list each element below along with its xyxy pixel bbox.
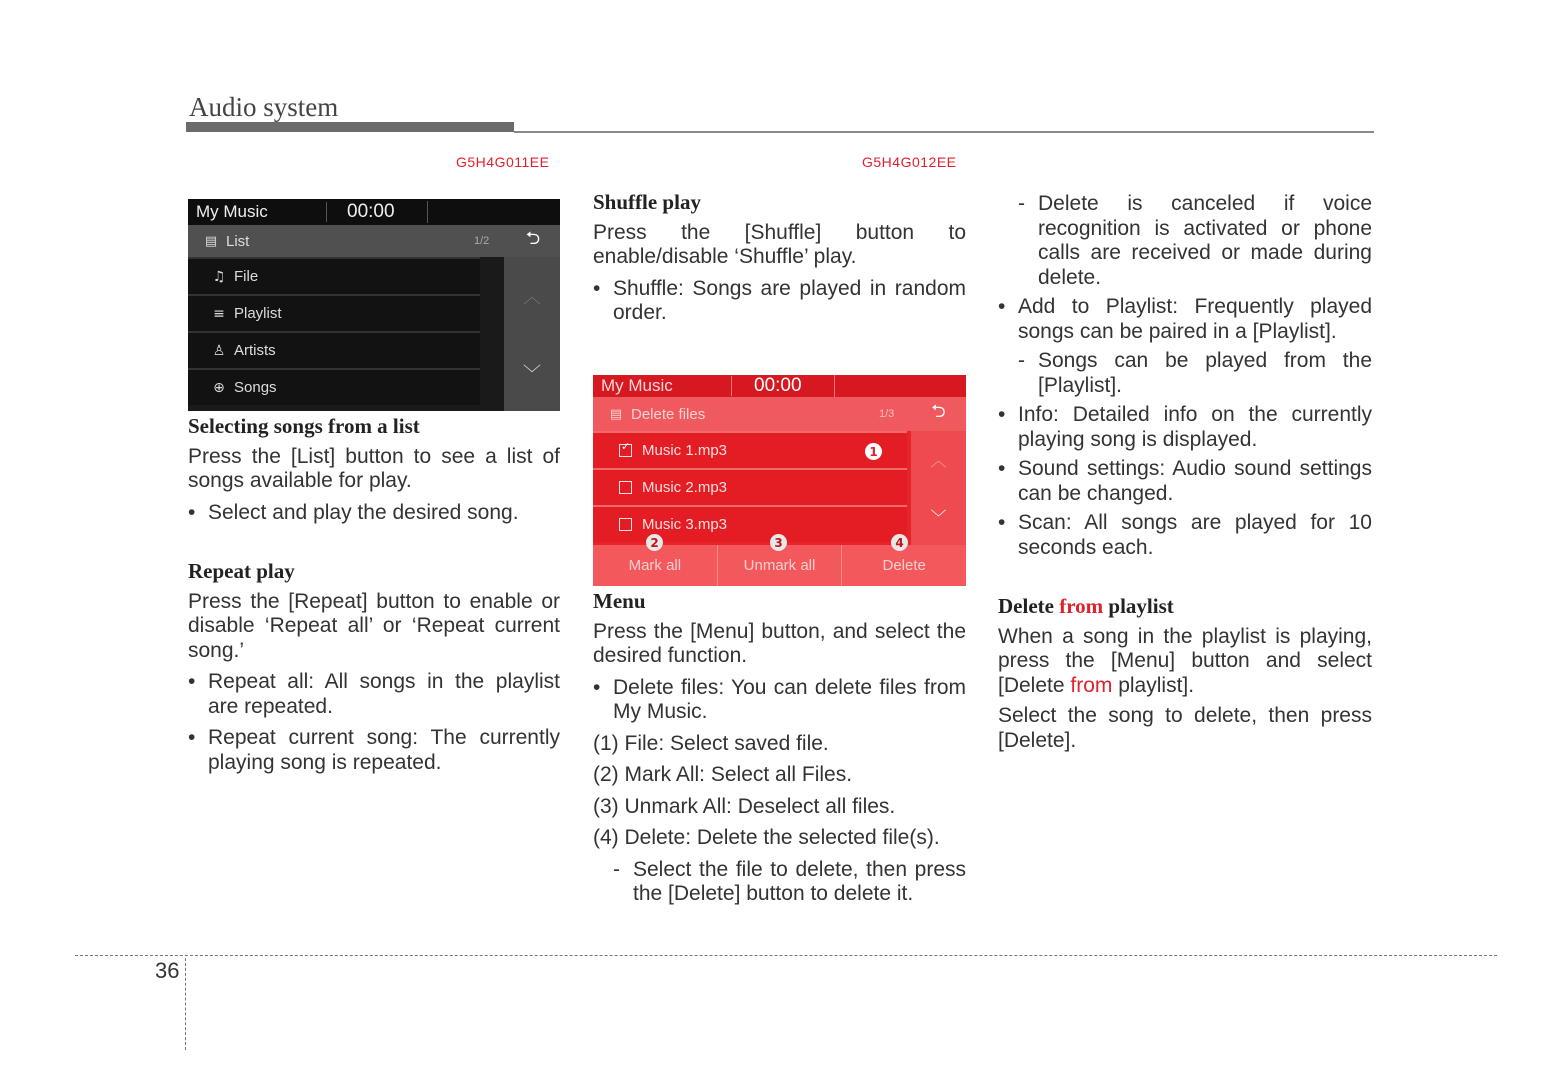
dash-item: - Songs can be played from the [Playlist]. (998, 349, 1372, 398)
list-icon: ▤ (204, 233, 218, 249)
my-music-list-screen (188, 199, 560, 411)
header-rule (514, 131, 1374, 133)
numbered-item: (3) Unmark All: Deselect all files. (593, 794, 896, 818)
list-header (188, 225, 560, 257)
scroll-down-icon[interactable]: ﹀ (930, 508, 947, 527)
heading-menu: Menu (593, 589, 646, 613)
bullet-item: • Shuffle: Songs are played in random order. (593, 277, 966, 326)
numbered-item: (1) File: Select saved file. (593, 731, 829, 755)
bullet-item: • Add to Playlist: Frequently played songs can be paired in a [Playlist]. (998, 295, 1372, 344)
bullet-item: • Delete files: You can delete files from My Music. (593, 676, 966, 725)
screen-clock: 00:00 (327, 201, 428, 223)
list-item-label: Artists (234, 342, 276, 359)
section-title: Audio system (189, 92, 339, 122)
action-bar (593, 545, 966, 586)
file-row-music-2[interactable] (593, 468, 907, 505)
checkbox-icon[interactable] (619, 518, 632, 531)
delete-files-screen (593, 375, 966, 586)
paragraph: Select the song to delete, then press [Delete]. (998, 704, 1372, 752)
file-row-music-3[interactable] (593, 505, 907, 542)
back-icon[interactable]: ⮌ (931, 401, 946, 422)
screen-title: My Music (188, 202, 327, 222)
heading-text: playlist (1103, 594, 1174, 618)
music-note-icon: ♫ (212, 268, 226, 285)
list-item-file[interactable] (188, 257, 480, 294)
heading-text-highlight: from (1059, 594, 1104, 618)
callout-badge-3: 3 (770, 534, 787, 551)
bullet-item: • Select and play the desired song. (188, 501, 560, 526)
bullet-item: • Sound settings: Audio sound settings can be changed. (998, 457, 1372, 506)
file-label: Music 2.mp3 (642, 479, 728, 496)
footer-vertical-rule (185, 958, 186, 1050)
scroll-panel (911, 431, 966, 545)
file-row-music-1[interactable] (593, 431, 907, 468)
checkbox-checked-icon[interactable]: ✓ (619, 444, 632, 457)
paragraph: Press the [List] button to see a list of songs available for play. (188, 444, 560, 492)
dash-item: - Delete is canceled if voice recognition is activated or phone calls are received or made during delete. (998, 192, 1372, 290)
bullet-item: • Repeat current song: The currently playing song is repeated. (188, 726, 560, 775)
scroll-up-icon[interactable]: ︿ (523, 286, 541, 308)
numbered-item: (2) Mark All: Select all Files. (593, 763, 853, 786)
paragraph: Press the [Shuffle] button to enable/disable ‘Shuffle’ play. (593, 220, 966, 268)
list-item-artists[interactable] (188, 331, 480, 368)
dash-item: - Select the file to delete, then press the [Delete] button to delete it. (593, 858, 966, 907)
footer-rule (75, 955, 1497, 956)
column-2-bottom (593, 589, 966, 907)
person-icon: ♙ (212, 342, 226, 359)
column-3 (998, 192, 1372, 753)
list-item-songs[interactable] (188, 368, 480, 405)
screen-status-bar (593, 375, 966, 397)
screen-title: My Music (593, 376, 732, 396)
unmark-all-button[interactable]: Unmark all (718, 545, 843, 586)
column-2-top (593, 190, 966, 326)
heading-repeat-play: Repeat play (188, 559, 295, 583)
callout-badge-1: 1 (865, 443, 882, 460)
list-header-label: List (226, 232, 250, 250)
paragraph (998, 625, 1372, 699)
header-bar (186, 122, 514, 132)
heading-selecting-songs: Selecting songs from a list (188, 414, 420, 438)
bullet-item: • Scan: All songs are played for 10 seconds each. (998, 511, 1372, 560)
column-1 (188, 414, 560, 775)
paragraph: Press the [Repeat] button to enable or disable ‘Repeat all’ or ‘Repeat current song.’ (188, 589, 560, 662)
page-indicator: 1/2 (474, 235, 490, 247)
list-item-playlist[interactable] (188, 294, 480, 331)
paragraph-text: When a song in the playlist is playing, press the [Menu] button and select [Delete (998, 624, 1372, 697)
paragraph-text-highlight: from (1070, 673, 1113, 697)
paragraph-text: playlist]. (1112, 673, 1195, 697)
screen-status-bar (188, 199, 560, 225)
callout-badge-4: 4 (891, 534, 908, 551)
scroll-up-icon[interactable]: ︿ (930, 451, 947, 470)
numbered-item: (4) Delete: Delete the selected file(s). (593, 826, 940, 849)
checkbox-icon[interactable] (619, 481, 632, 494)
paragraph: Press the [Menu] button, and select the desired function. (593, 619, 966, 667)
list-item-label: File (234, 268, 259, 285)
search-music-icon: ⊕ (213, 379, 225, 396)
back-icon[interactable]: ⮌ (525, 228, 541, 249)
delete-files-header (593, 397, 966, 431)
heading-shuffle-play: Shuffle play (593, 190, 701, 214)
figure-code-1: G5H4G011EE (456, 154, 550, 170)
list-icon: ▤ (609, 406, 623, 422)
file-label: Music 3.mp3 (642, 516, 728, 533)
bullet-item: • Repeat all: All songs in the playlist are repeated. (188, 670, 560, 719)
screen-clock: 00:00 (732, 375, 835, 397)
page-number: 36 (155, 958, 180, 983)
header-label: Delete files (631, 405, 706, 423)
scroll-panel (504, 257, 560, 411)
file-label: Music 1.mp3 (642, 442, 728, 459)
scroll-down-icon[interactable]: ﹀ (523, 363, 541, 385)
mark-all-button[interactable]: Mark all (593, 545, 718, 586)
list-item-label: Songs (234, 379, 277, 396)
callout-badge-2: 2 (646, 534, 663, 551)
bullet-item: • Info: Detailed info on the currently playing song is displayed. (998, 403, 1372, 452)
list-item-label: Playlist (234, 305, 282, 322)
delete-button[interactable]: Delete (882, 557, 926, 574)
figure-code-2: G5H4G012EE (862, 154, 957, 170)
heading-delete-from-playlist (998, 594, 1372, 619)
heading-text: Delete (998, 594, 1060, 618)
page-indicator: 1/3 (879, 408, 895, 420)
playlist-icon: ≡ (213, 305, 225, 322)
